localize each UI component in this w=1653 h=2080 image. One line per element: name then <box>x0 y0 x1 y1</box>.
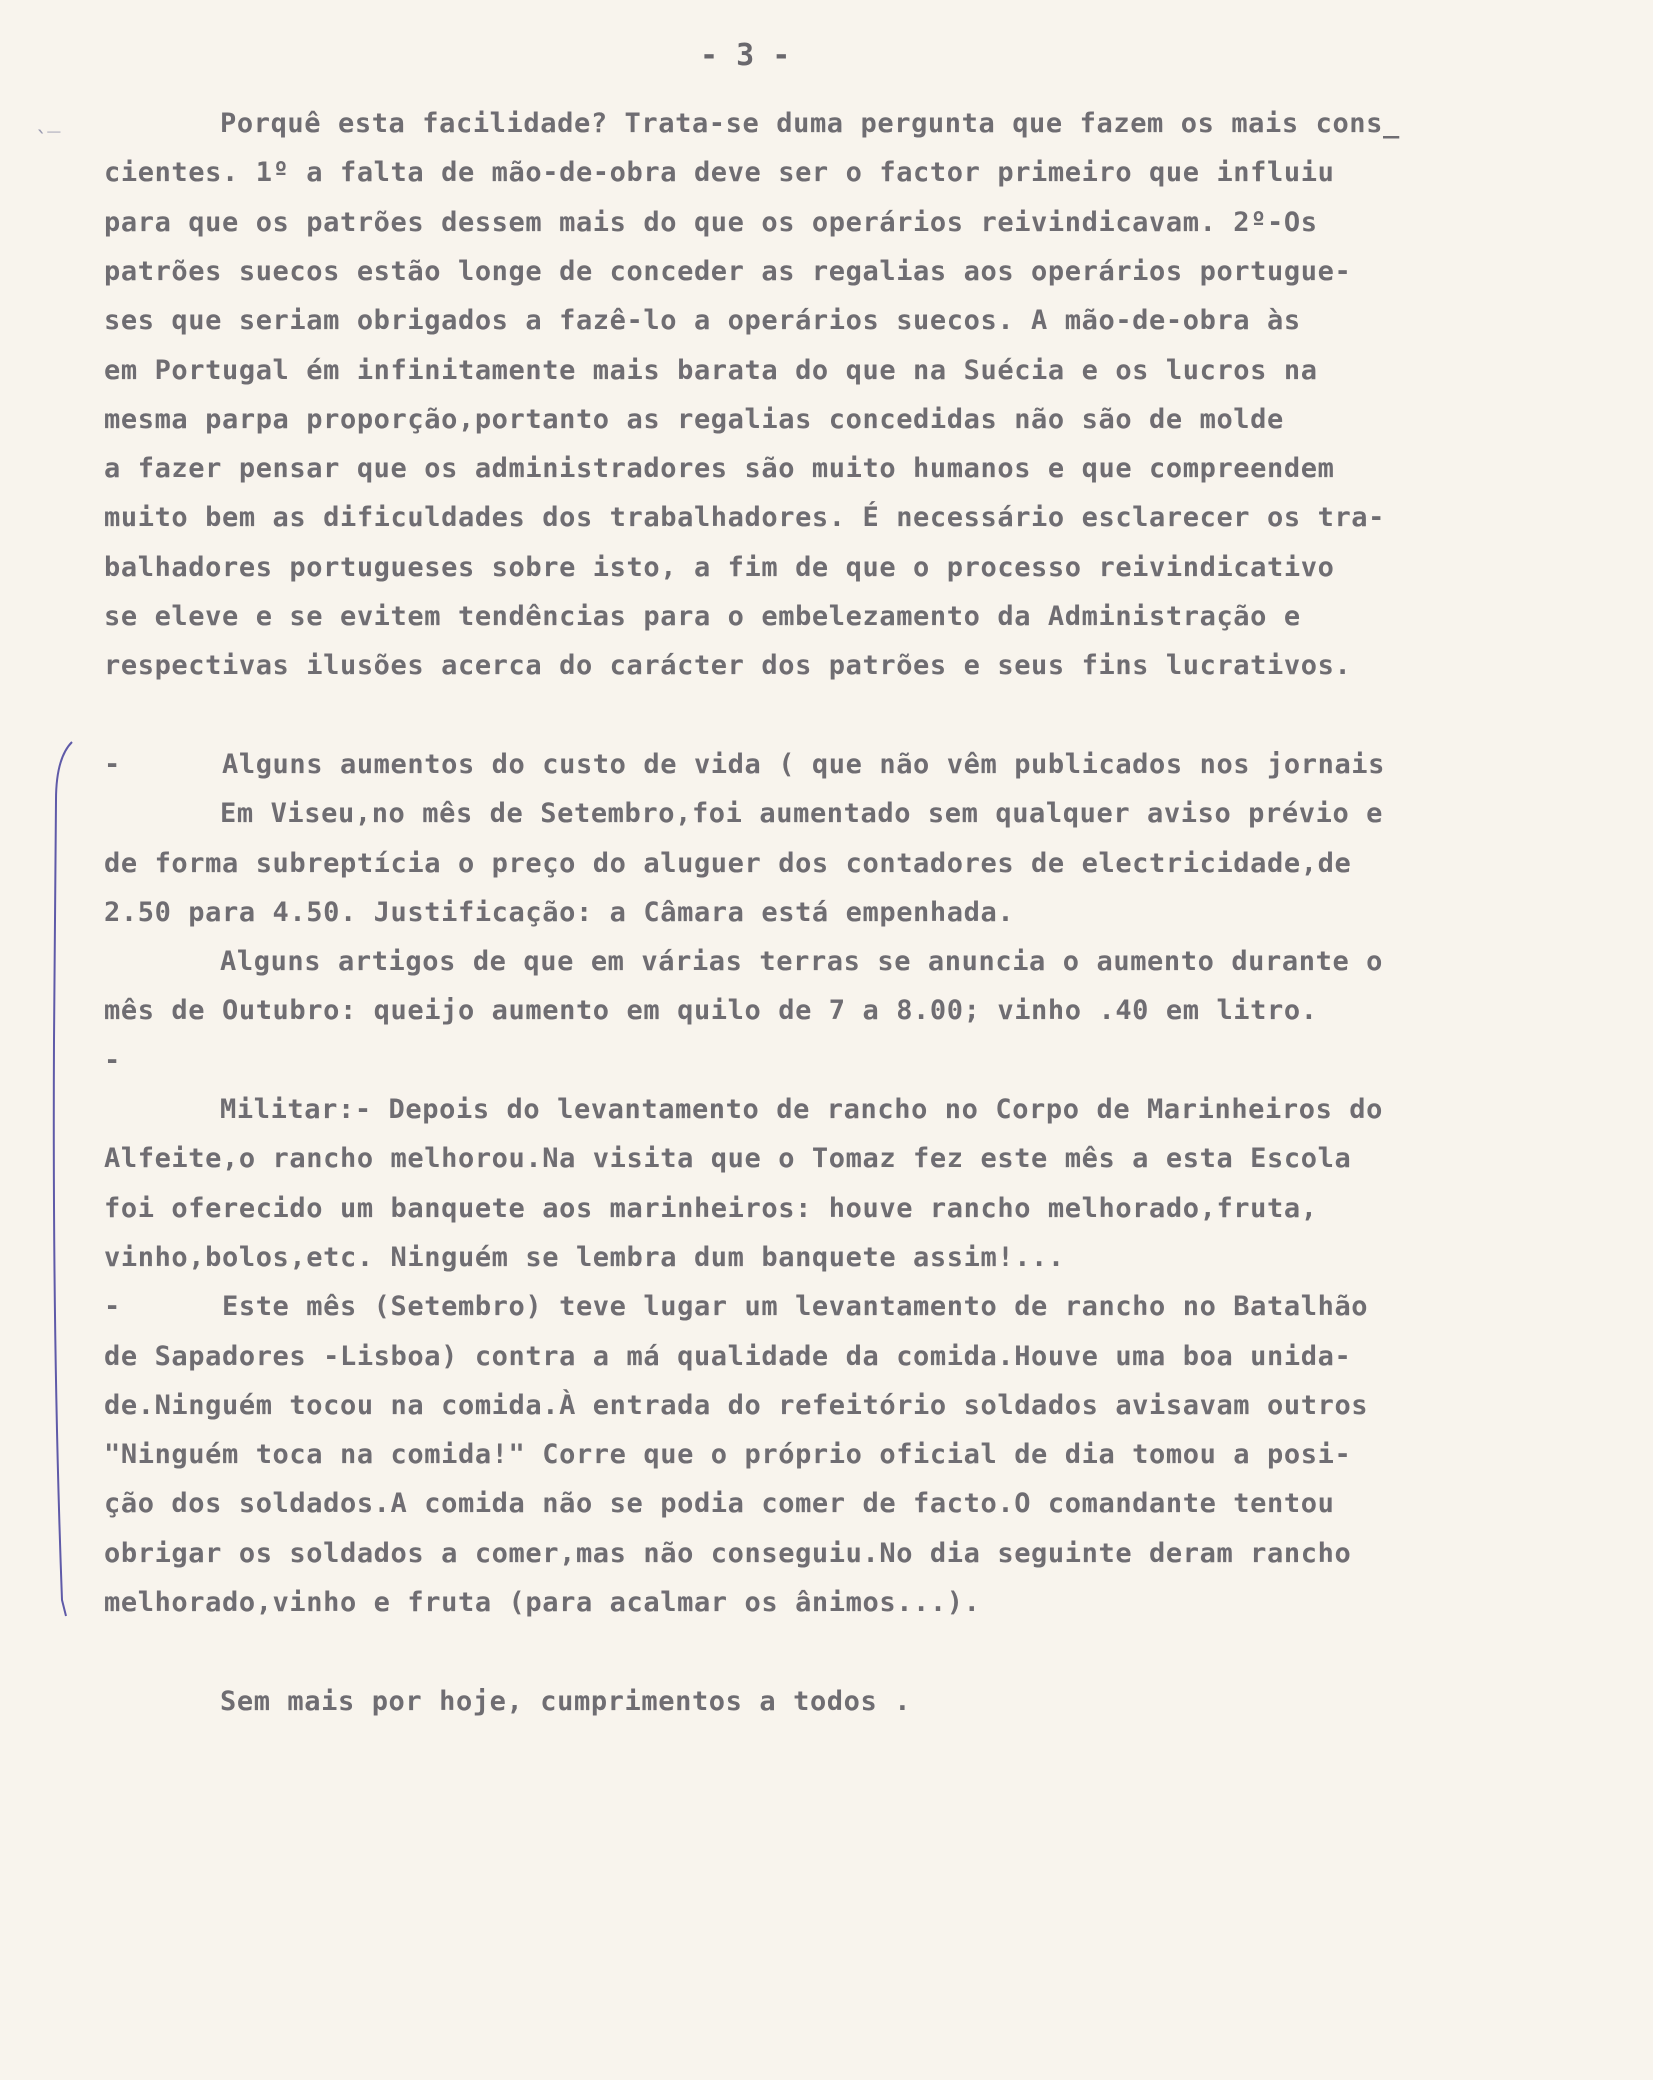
text-line: balhadores portugueses sobre isto, a fim de que o processo reivindicativo <box>104 551 1335 583</box>
text-line: cientes. 1º a falta de mão-de-obra deve ser o factor primeiro que influiu <box>104 157 1335 189</box>
text-line: Em Viseu,no mês de Setembro,foi aumentado sem qualquer aviso prévio e <box>220 798 1384 830</box>
text-line: muito bem as dificuldades dos trabalhadores. É necessário esclarecer os tra- <box>104 502 1386 534</box>
text-line: patrões suecos estão longe de conceder as regalias aos operários portugue- <box>104 255 1352 287</box>
text-line: foi oferecido um banquete aos marinheiros: houve rancho melhorado,fruta, <box>104 1192 1318 1224</box>
text-line: vinho,bolos,etc. Ninguém se lembra dum banquete assim!... <box>104 1241 1065 1273</box>
text-line: a fazer pensar que os administradores são muito humanos e que compreendem <box>104 453 1335 485</box>
text-line: em Portugal ém infinitamente mais barata do que na Suécia e os lucros na <box>104 354 1318 386</box>
text-line: - Alguns aumentos do custo de vida ( que não vêm publicados nos jornais <box>104 748 1386 780</box>
text-line: de forma subreptícia o preço do aluguer dos contadores de electricidade,de <box>104 847 1352 879</box>
text-line: obrigar os soldados a comer,mas não conseguiu.No dia seguinte deram rancho <box>104 1537 1352 1569</box>
text-line: de.Ninguém tocou na comida.À entrada do refeitório soldados avisavam outros <box>104 1389 1369 1421</box>
text-line: Porquê esta facilidade? Trata-se duma pergunta que fazem os mais cons_ <box>220 108 1400 139</box>
text-line: Alfeite,o rancho melhorou.Na visita que o Tomaz fez este mês a esta Escola <box>104 1143 1352 1175</box>
text-line: Alguns artigos de que em várias terras se anuncia o aumento durante o <box>220 946 1384 978</box>
text-line: - Este mês (Setembro) teve lugar um levantamento de rancho no Batalhão <box>104 1291 1369 1323</box>
text-line: ção dos soldados.A comida não se podia comer de facto.O comandante tentou <box>104 1488 1335 1520</box>
text-line: de Sapadores -Lisboa) contra a má qualidade da comida.Houve uma boa unida- <box>104 1340 1352 1372</box>
text-line: mês de Outubro: queijo aumento em quilo de 7 a 8.00; vinho .40 em litro. <box>104 995 1318 1027</box>
text-line: Militar:- Depois do levantamento de rancho no Corpo de Marinheiros do <box>220 1094 1384 1125</box>
text-line: para que os patrões dessem mais do que os operários reivindicavam. 2º-Os <box>104 206 1318 238</box>
text-line: 2.50 para 4.50. Justificação: a Câmara está empenhada. <box>104 896 1015 928</box>
text-line: ses que seriam obrigados a fazê-lo a operários suecos. A mão-de-obra às <box>104 305 1301 337</box>
text-line: "Ninguém toca na comida!" Corre que o próprio oficial de dia tomou a posi- <box>104 1439 1352 1471</box>
handwritten-margin-line <box>50 740 80 1620</box>
page-number: - 3 - <box>700 38 791 73</box>
text-line: Sem mais por hoje, cumprimentos a todos . <box>220 1685 912 1717</box>
text-line: mesma parpa proporção,portanto as regalias concedidas não são de molde <box>104 403 1284 435</box>
text-line: respectivas ilusões acerca do carácter dos patrões e seus fins lucrativos. <box>104 650 1352 682</box>
margin-mark: ˎ_ <box>34 108 61 133</box>
text-line: se eleve e se evitem tendências para o embelezamento da Administração e <box>104 601 1301 632</box>
text-line: melhorado,vinho e fruta (para acalmar os ânimos...). <box>104 1587 981 1618</box>
text-line: - <box>104 1044 121 1076</box>
